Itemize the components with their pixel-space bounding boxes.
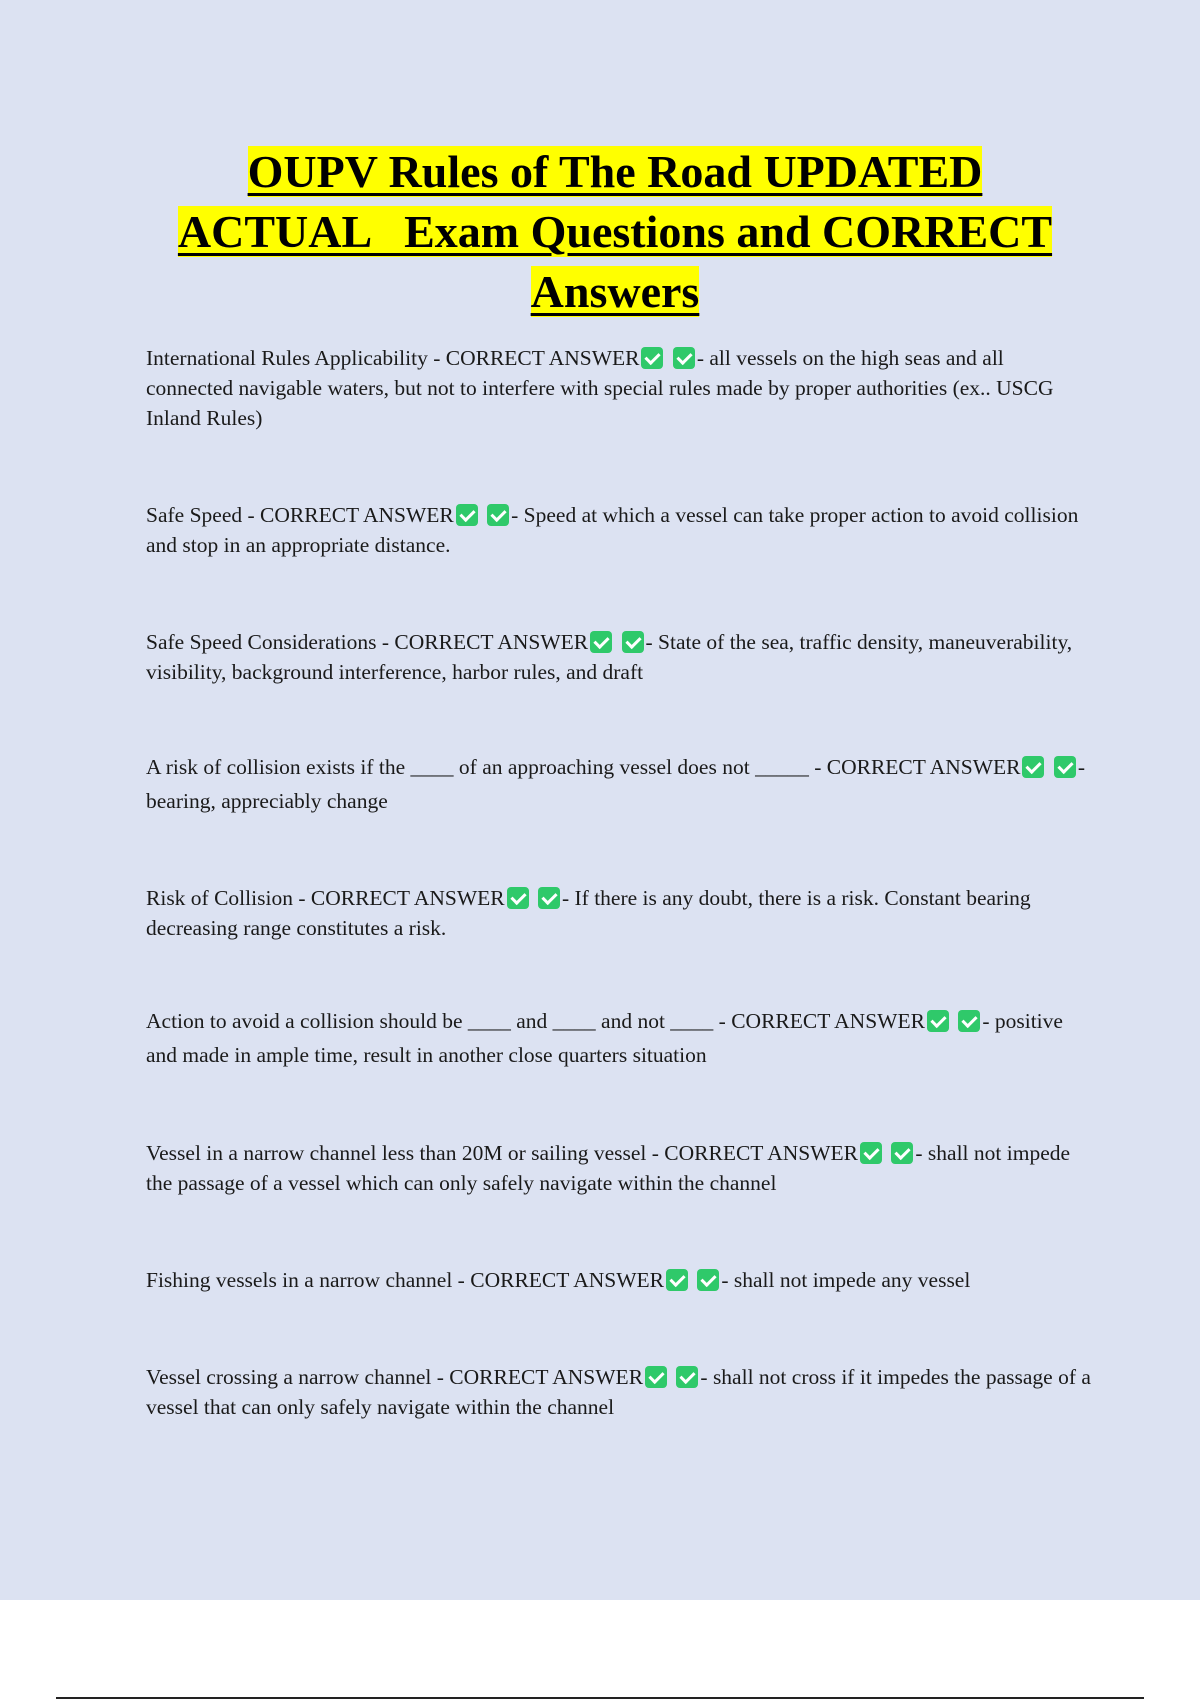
answer-marker: CORRECT ANSWER — [445, 346, 640, 370]
title-line-1: OUPV Rules of The Road UPDATED — [247, 146, 983, 197]
answer-text: - all vessels on the high seas and all connected navigable waters, but not to interfere with special rules made by proper authorities (ex.. USCG Inland Rules) — [146, 346, 1054, 430]
answer-marker: CORRECT ANSWER — [731, 1009, 925, 1033]
answer-text: - shall not cross if it impedes the passage of a vessel that can only safely navigate within the channel — [146, 1365, 1091, 1419]
answer-text: - bearing, appreciably change — [146, 755, 1086, 813]
qa-item — [146, 1362, 1096, 1422]
qa-item — [146, 1004, 1096, 1072]
footer-divider — [56, 1697, 1144, 1699]
answer-marker: CORRECT ANSWER — [470, 1268, 664, 1292]
check-mark-icon — [676, 1366, 698, 1388]
question-text: Vessel in a narrow channel less than 20M or sailing vessel - — [146, 1141, 665, 1165]
check-mark-icon — [697, 1269, 719, 1291]
qa-item — [146, 343, 1096, 433]
answer-text: - positive and made in ample time, result in another close quarters situation — [146, 1009, 1063, 1067]
answer-marker: CORRECT ANSWER — [310, 886, 505, 910]
qa-item — [146, 627, 1096, 687]
question-text: A risk of collision exists if the ____ of an approaching vessel does not _____ - — [146, 755, 827, 779]
answer-marker: CORRECT ANSWER — [449, 1365, 644, 1389]
answer-marker: CORRECT ANSWER — [664, 1141, 859, 1165]
answer-text: - Speed at which a vessel can take proper action to avoid collision and stop in an appropriate distance. — [146, 503, 1079, 557]
question-text: Vessel crossing a narrow channel - — [146, 1365, 450, 1389]
check-mark-icon — [645, 1366, 667, 1388]
question-text: Safe Speed - — [146, 503, 261, 527]
answer-text: - shall not impede any vessel — [721, 1268, 971, 1292]
check-mark-icon — [487, 504, 509, 526]
check-mark-icon — [1022, 756, 1044, 778]
document-title — [130, 142, 1100, 322]
answer-text: - If there is any doubt, there is a risk. Constant bearing decreasing range constitutes a risk. — [146, 886, 1031, 940]
check-mark-icon — [1054, 756, 1076, 778]
check-mark-icon — [641, 347, 663, 369]
question-text: Safe Speed Considerations - — [146, 630, 395, 654]
check-mark-icon — [507, 887, 529, 909]
answer-marker: CORRECT ANSWER — [826, 755, 1021, 779]
qa-item — [146, 500, 1096, 560]
title-line-3: Answers — [530, 266, 700, 317]
answer-text: - shall not impede the passage of a vessel which can only safely navigate within the channel — [146, 1141, 1071, 1195]
qa-item — [146, 750, 1096, 818]
check-mark-icon — [538, 887, 560, 909]
check-mark-icon — [622, 631, 644, 653]
question-text: Action to avoid a collision should be ____ and ____ and not ____ - — [146, 1009, 732, 1033]
check-mark-icon — [456, 504, 478, 526]
check-mark-icon — [673, 347, 695, 369]
question-text: Fishing vessels in a narrow channel - — [146, 1268, 471, 1292]
check-mark-icon — [891, 1142, 913, 1164]
answer-text: - State of the sea, traffic density, maneuverability, visibility, background interference, harbor rules, and draft — [146, 630, 1073, 684]
check-mark-icon — [927, 1010, 949, 1032]
qa-item — [146, 1265, 1096, 1295]
check-mark-icon — [666, 1269, 688, 1291]
qa-item — [146, 1138, 1096, 1198]
qa-item — [146, 883, 1096, 943]
check-mark-icon — [958, 1010, 980, 1032]
answer-marker: CORRECT ANSWER — [394, 630, 589, 654]
question-text: International Rules Applicability - — [146, 346, 446, 370]
question-text: Risk of Collision - — [146, 886, 311, 910]
check-mark-icon — [860, 1142, 882, 1164]
answer-marker: CORRECT ANSWER — [260, 503, 454, 527]
check-mark-icon — [590, 631, 612, 653]
title-line-2: ACTUAL Exam Questions and CORRECT — [177, 206, 1053, 257]
